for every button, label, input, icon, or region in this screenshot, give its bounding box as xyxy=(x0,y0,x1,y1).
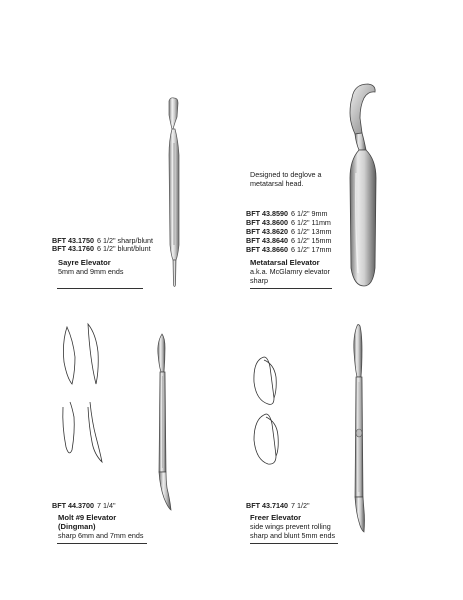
metatarsal-elevator-image xyxy=(338,78,388,293)
product-size: 6 1/2" 11mm xyxy=(290,218,331,227)
freer-code-row-1 xyxy=(246,501,310,510)
sayre-underline xyxy=(57,288,143,289)
sayre-elevator-image xyxy=(160,95,190,290)
molt-code-row-1 xyxy=(52,501,116,510)
metatarsal-name: Metatarsal Elevator xyxy=(250,258,320,267)
product-size: 6 1/2" blunt/blunt xyxy=(96,244,151,253)
product-code: BFT 43.8640 xyxy=(246,236,288,245)
molt-name-1: Molt #9 Elevator xyxy=(58,513,117,522)
metatarsal-code-row-4 xyxy=(246,236,331,245)
product-size: 7 1/2" xyxy=(290,501,310,510)
metatarsal-code-row-1 xyxy=(246,209,327,218)
product-code: BFT 43.8600 xyxy=(246,218,288,227)
product-code: BFT 44.3700 xyxy=(52,501,94,510)
metatarsal-note-2: metatarsal head. xyxy=(250,179,304,188)
metatarsal-code-row-2 xyxy=(246,218,331,227)
freer-name: Freer Elevator xyxy=(250,513,302,522)
freer-elevator-image xyxy=(345,322,375,537)
freer-tip-detail-drawing xyxy=(250,352,284,472)
molt-underline xyxy=(57,543,147,544)
freer-underline xyxy=(250,543,338,544)
sayre-code-row-2 xyxy=(52,244,151,253)
molt-desc: sharp 6mm and 7mm ends xyxy=(58,531,144,540)
product-size: 6 1/2" sharp/blunt xyxy=(96,236,154,245)
product-code: BFT 43.7140 xyxy=(246,501,288,510)
freer-desc-2: sharp and blunt 5mm ends xyxy=(250,531,336,540)
product-size: 6 1/2" 13mm xyxy=(290,227,332,236)
metatarsal-code-row-3 xyxy=(246,227,331,236)
product-size: 6 1/2" 17mm xyxy=(290,245,332,254)
molt-tip-detail-drawing xyxy=(58,322,108,472)
metatarsal-note-1: Designed to deglove a xyxy=(250,170,322,179)
molt-elevator-image xyxy=(148,332,178,512)
metatarsal-desc-1: a.k.a. McGlamry elevator xyxy=(250,267,330,276)
product-code: BFT 43.8620 xyxy=(246,227,288,236)
sayre-desc: 5mm and 9mm ends xyxy=(58,267,124,276)
sayre-name: Sayre Elevator xyxy=(58,258,111,267)
product-code: BFT 43.8660 xyxy=(246,245,288,254)
molt-name-2: (Dingman) xyxy=(58,522,96,531)
product-code: BFT 43.1760 xyxy=(52,244,94,253)
product-size: 6 1/2" 9mm xyxy=(290,209,328,218)
metatarsal-underline xyxy=(250,288,332,289)
product-size: 6 1/2" 15mm xyxy=(290,236,332,245)
metatarsal-desc-2: sharp xyxy=(250,276,268,285)
product-code: BFT 43.1750 xyxy=(52,236,94,245)
metatarsal-code-row-5 xyxy=(246,245,331,254)
product-code: BFT 43.8590 xyxy=(246,209,288,218)
product-size: 7 1/4" xyxy=(96,501,116,510)
freer-desc-1: side wings prevent rolling xyxy=(250,522,331,531)
